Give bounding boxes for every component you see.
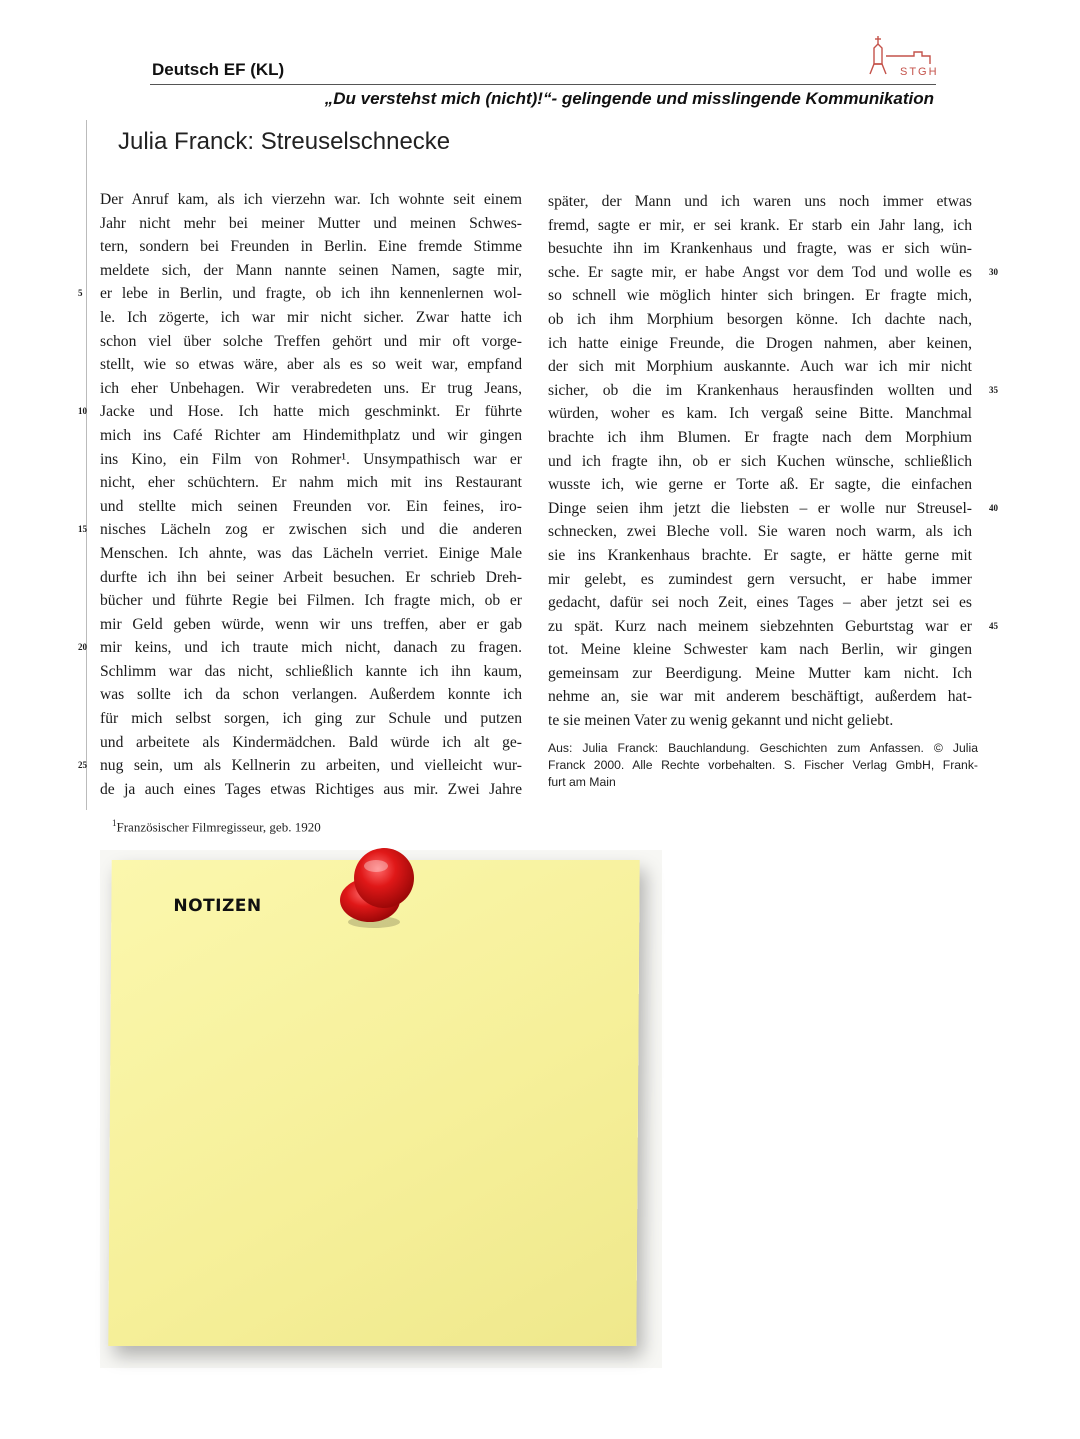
scan-edge [86, 120, 87, 810]
text-line: Schlimm war das nicht, schließlich kannte ich ihn kaum, [100, 662, 522, 680]
text-line: le. Ich zögerte, ich war mir nicht sicher. Zwar hatte ich [100, 308, 522, 326]
text-line: er lebe in Berlin, und fragte, ob ich ihn kennenlernen wol- [100, 285, 522, 303]
text-line: Dinge seien ihm jetzt die liebsten – er wolle nur Streusel- [548, 499, 972, 517]
topic-title: „Du verstehst mich (nicht)!“- gelingende und misslingende Kommunikation [324, 89, 934, 108]
text-line: schnecken, zwei Bleche voll. Sie waren noch warm, als ich [548, 523, 972, 541]
story-column-left [78, 188, 522, 801]
text-line: ich hatte einige Freunde, die Drogen nahmen, aber keinen, [548, 334, 972, 352]
source-line: furt am Main [548, 775, 616, 789]
text-line: gemeinsam zur Beerdigung. Meine Mutter kam nicht. Ich [548, 664, 972, 682]
text-line: brachte ich ihm Blumen. Er fragte nach dem Morphium [548, 428, 972, 446]
line-number: 25 [78, 760, 87, 771]
line-number: 35 [989, 384, 998, 395]
text-line: de ja auch eines Tages etwas Richtiges aus mir. Zwei Jahre [100, 780, 522, 798]
text-line: Jahr nicht mehr bei meiner Mutter und meinen Schwes- [100, 214, 522, 232]
text-line: Der Anruf kam, als ich vierzehn war. Ich wohnte seit einem [100, 191, 522, 208]
text-line: Jacke und Hose. Ich hatte mich geschminkt. Er führte [100, 403, 522, 421]
text-line: nehme an, sie war mit anderem beschäftigt, außerdem hat- [548, 688, 972, 706]
text-line-numbered [548, 497, 998, 521]
text-line: tern, sondern bei Freunden in Berlin. Eine fremde Stimme [100, 238, 522, 256]
text-line: mir keins, und ich traute mich nicht, danach zu fragen. [100, 639, 522, 657]
text-line: zu spät. Kurz nach meinem siebzehnten Geburtstag war er [548, 617, 972, 635]
text-line: der sich mit Morphium auskannte. Auch war ich mir nicht [548, 358, 972, 376]
text-line: wusste ich, wie gerne er Torte aß. Er sagte, die einfachen [548, 476, 972, 494]
text-line: fremd, sagte er mir, er sei krank. Er starb ein Jahr lang, ich [548, 216, 972, 234]
source-line: Aus: Julia Franck: Bauchlandung. Geschichten zum Anfassen. © Julia [548, 741, 978, 755]
text-line: sie ins Krankenhaus brachte. Er sagte, er hätte gerne mit [548, 546, 972, 564]
text-line: würden, woher es kam. Ich vergaß seine Bitte. Manchmal [548, 405, 972, 423]
story-title: Julia Franck: Streuselschnecke [118, 128, 451, 155]
text-line: bücher und führte Regie bei Filmen. Ich fragte mich, ob er [100, 592, 522, 610]
line-number: 30 [989, 266, 998, 277]
text-line-numbered [78, 282, 522, 306]
text-line: was sollte ich da schon verlangen. Außerdem konnte ich [100, 686, 522, 704]
text-line: meldete sich, der Mann nannte seinen Namen, sagte mir, [100, 261, 522, 279]
line-number: 40 [989, 502, 998, 513]
text-line: und arbeitete als Kindermädchen. Bald würde ich alt ge- [100, 733, 522, 751]
text-line-numbered [78, 636, 522, 660]
text-line: ob ich ihm Morphium besorgen könne. Ich dachte nach, [548, 310, 972, 328]
footnote [112, 818, 321, 835]
header-divider [150, 84, 936, 85]
text-line: tot. Meine kleine Schwester kam nach Berlin, wir gingen [548, 641, 972, 659]
text-line: mir gelebt, es zumindest gern versucht, er habe immer [548, 570, 972, 588]
note-label: NOTIZEN [173, 896, 262, 916]
line-number: 45 [989, 620, 998, 631]
line-number: 5 [78, 288, 83, 299]
text-line: schon viel über solche Treffen gehört und mir oft vorge- [100, 332, 522, 350]
text-line-numbered [548, 261, 998, 285]
source-citation [548, 740, 978, 791]
pushpin-icon [326, 842, 426, 942]
text-line: ich eher Unbehagen. Wir verabredeten uns. Er trug Jeans, [100, 379, 522, 397]
text-line: Menschen. Ich ahnte, was das Lächeln verriet. Einige Male [100, 544, 522, 562]
text-line: stellt, wie so etwas wäre, aber als es so weit war, empfand [100, 356, 522, 374]
source-line: Franck 2000. Alle Rechte vorbehalten. S. Fischer Verlag GmbH, Frank- [548, 758, 978, 772]
text-line: nug sein, um als Kellnerin zu arbeiten, und vielleicht wur- [100, 757, 522, 775]
notes-area [100, 850, 662, 1368]
text-line: nisches Lächeln zog er zwischen sich und die anderen [100, 521, 522, 539]
line-number: 15 [78, 524, 87, 535]
text-line-numbered [78, 754, 522, 778]
text-line: ins Kino, ein Film von Rohmer¹. Unsympathisch war er [100, 450, 522, 468]
text-line: später, der Mann und ich waren uns noch immer etwas [548, 193, 972, 210]
text-line: gedacht, dafür sei noch Zeit, eines Tages – aber jetzt sei es [548, 594, 972, 612]
story-column-right [548, 190, 998, 733]
text-line: für mich selbst sorgen, ich ging zur Schule und putzen [100, 710, 522, 728]
text-line: durfte ich ihn bei seiner Arbeit besuchen. Er schrieb Dreh- [100, 568, 522, 586]
logo-wordmark: STGH [900, 66, 939, 78]
course-title: Deutsch EF (KL) [152, 60, 285, 79]
footnote-marker: 1 [112, 818, 117, 828]
text-line: und stellte mich seinen Freunden vor. Ein feines, iro- [100, 497, 522, 515]
text-line: sicher, ob die im Krankenhaus herausfinden wollten und [548, 381, 972, 399]
text-line: mich ins Café Richter am Hindemithplatz und wir gingen [100, 426, 522, 444]
text-line: so schnell wie möglich hinter sich bringen. Er fragte mich, [548, 287, 972, 305]
text-line: besuchte ihn im Krankenhaus und fragte, was er sich wün- [548, 240, 972, 258]
text-line-numbered [548, 379, 998, 403]
text-line-numbered [78, 518, 522, 542]
text-line-numbered [548, 615, 998, 639]
text-line: te sie meinen Vater zu wenig gekannt und nicht geliebt. [548, 712, 894, 730]
text-line: nicht, eher schüchtern. Er nahm mich mit ins Restaurant [100, 474, 522, 492]
footnote-text: Französischer Filmregisseur, geb. 1920 [116, 819, 321, 835]
text-line: sche. Er sagte mir, er habe Angst vor dem Tod und wolle es [548, 263, 972, 281]
line-number: 10 [78, 406, 87, 417]
line-number: 20 [78, 642, 87, 653]
text-line: mir Geld geben würde, wenn wir uns treffen, aber er gab [100, 615, 522, 633]
text-line-numbered [78, 400, 522, 424]
text-line: und ich fragte ihn, ob er sich Kuchen wünsche, schließlich [548, 452, 972, 470]
